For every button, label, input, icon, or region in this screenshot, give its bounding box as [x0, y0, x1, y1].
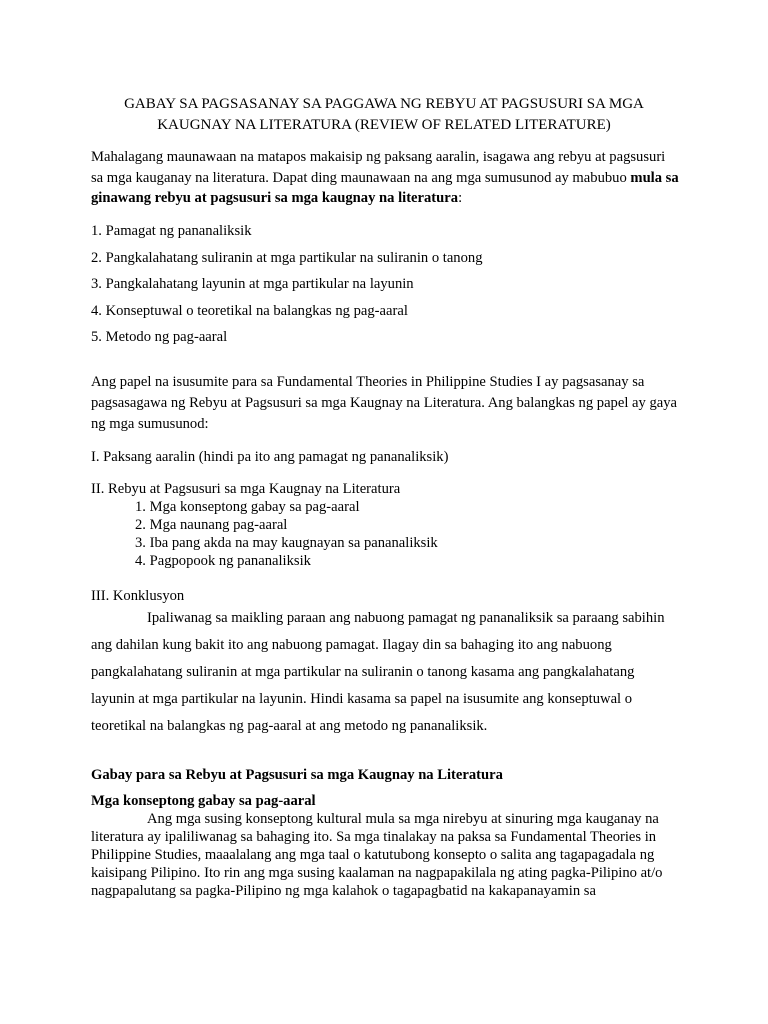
intro-end: :	[458, 190, 463, 206]
sub-heading: Mga konseptong gabay sa pag-aaral	[91, 793, 316, 809]
list-item: 4. Pagpopook ng pananaliksik	[135, 553, 311, 569]
concepts-paragraph: Ang mga susing konseptong kultural mula sa mga nirebyu at sinuring mga kauganay na literatura ay ipaliliwanag sa bahaging ito. Sa mga tinalakay na paksa sa Fundamental Theories in Philippine Studies, maaalalang ang mga taal o katutubong konsepto o salita ang tagapagadala ng kaisipang Pilipino. Ito rin ang mga susing kaalaman na nagpapakilala ng ating pagka-Pilipino at/o nagpapalutang sa pagka-Pilipino ng mga kalahok o tagapagbatid na kakapanayamin sa	[91, 811, 663, 899]
section-1-heading: I. Paksang aaralin (hindi pa ito ang pamagat ng pananaliksik)	[91, 449, 449, 465]
list-item: 5. Metodo ng pag-aaral	[91, 329, 228, 346]
list-item: 3. Iba pang akda na may kaugnayan sa pananaliksik	[135, 535, 438, 551]
list-item: 1. Pamagat ng pananaliksik	[91, 223, 252, 239]
outcomes-list	[91, 221, 681, 354]
list-item: 4. Konseptuwal o teoretikal na balangkas ng pag-aaral	[91, 302, 408, 319]
list-item: 2. Mga naunang pag-aaral	[135, 517, 288, 533]
intro-bold-text: mula sa ginawang rebyu at pagsusuri sa mga kaugnay na literatura	[91, 169, 679, 206]
section-3-heading: III. Konklusyon	[91, 588, 185, 604]
section-2-heading: II. Rebyu at Pagsusuri sa mga Kaugnay na Literatura	[91, 481, 401, 497]
list-item: 3. Pangkalahatang layunin at mga partikular na layunin	[91, 276, 414, 293]
section-3	[91, 587, 681, 740]
intro-text: Mahalagang maunawaan na matapos makaisip ng paksang aaralin, isagawa ang rebyu at pagsusuri sa mga kauganay na literatura. Dapat ding maunawaan na ang mga sumusunod ay mabubuo	[91, 149, 666, 186]
intro-paragraph	[91, 147, 681, 209]
section-2	[91, 480, 681, 570]
list-item: 1. Mga konseptong gabay sa pag-aaral	[135, 499, 360, 515]
section-3-body: Ipaliwanag sa maikling paraan ang nabuong pamagat ng pananaliksik sa paraang sabihin ang dahilan kung bakit ito ang nabuong pamagat. Ilagay din sa bahaging ito ang nabuong pangkalahatang suliranin at mga partikular na suliranin o tanong kasama ang pangkalahatang layunin at mga partikular na layunin. Hindi kasama sa papel na isusumite ang konseptuwal o teoretikal na balangkas ng pag-aaral at ang metodo ng pananaliksik.	[91, 610, 665, 734]
guide-heading: Gabay para sa Rebyu at Pagsusuri sa mga Kaugnay na Literatura	[91, 767, 503, 783]
list-item: 2. Pangkalahatang suliranin at mga partikular na suliranin o tanong	[91, 249, 483, 266]
paper-outline-paragraph: Ang papel na isusumite para sa Fundamental Theories in Philippine Studies I ay pagsasanay sa pagsasagawa ng Rebyu at Pagsusuri sa mga Kaugnay na Literatura. Ang balangkas ng papel ay gaya ng mga sumusunod:	[91, 374, 678, 432]
document-title: GABAY SA PAGSASANAY SA PAGGAWA NG REBYU AT PAGSUSURI SA MGA KAUGNAY NA LITERATURA (REVIEW OF RELATED LITERATURE)	[124, 96, 644, 133]
